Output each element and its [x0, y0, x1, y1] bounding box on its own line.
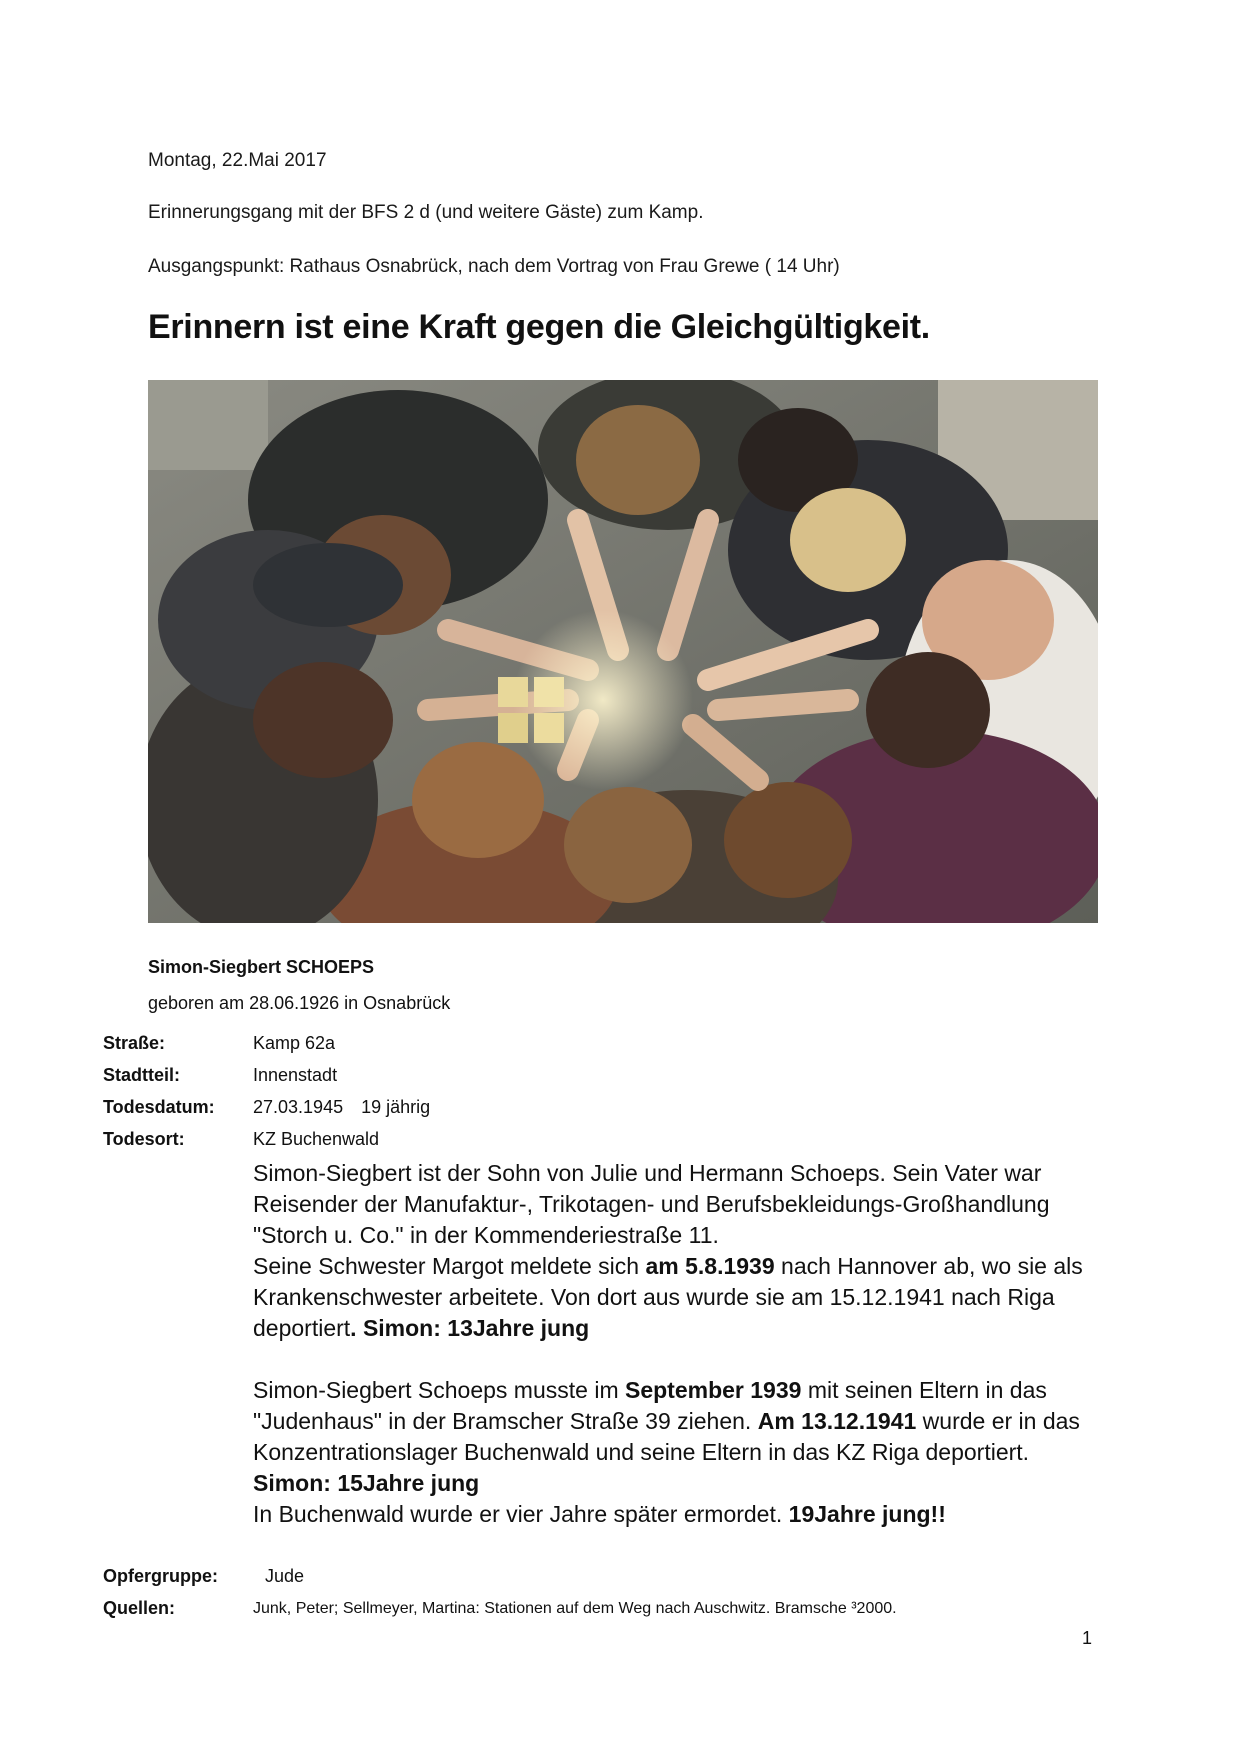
death-date-value: 27.03.1945: [253, 1097, 344, 1117]
page-headline: Erinnern ist eine Kraft gegen die Gleichgültigkeit.: [148, 308, 930, 346]
sources-value: Junk, Peter; Sellmeyer, Martina: Stationen auf dem Weg nach Auschwitz. Bramsche ³2000.: [253, 1600, 897, 1617]
death-place-label: Todesort:: [103, 1129, 185, 1149]
stolperstein: [498, 677, 528, 707]
victim-group-value: Jude: [265, 1566, 305, 1586]
birth-info: geboren am 28.06.1926 in Osnabrück: [148, 993, 451, 1013]
biography: [253, 1158, 1103, 1530]
street-label: Straße:: [103, 1033, 166, 1053]
victim-group-label: Opfergruppe:: [103, 1566, 218, 1586]
bio-emphasis: am 5.8.1939: [645, 1253, 775, 1279]
district-value: Innenstadt: [253, 1065, 338, 1085]
bio-paragraph-2: [253, 1375, 1103, 1530]
photo-illustration: [148, 380, 1098, 923]
bio-emphasis: September 1939: [625, 1377, 802, 1403]
stolperstein: [534, 677, 564, 707]
sources-label: Quellen:: [103, 1598, 176, 1618]
bio-text: mit seinen Eltern in das "Judenhaus" in der Bramscher Straße 39 ziehen.: [253, 1377, 1047, 1434]
bio-paragraph-1: [253, 1158, 1103, 1344]
bio-text: nach Hannover ab, wo sie als Krankenschwester arbeitete. Von dort aus wurde sie am 15.12.1941 nach Riga deportiert: [253, 1253, 1083, 1341]
stolperstein: [498, 713, 528, 743]
date-line: Montag, 22.Mai 2017: [148, 150, 327, 171]
bio-emphasis: Am 13.12.1941: [757, 1408, 917, 1434]
death-place-value: KZ Buchenwald: [253, 1129, 380, 1149]
bio-text: wurde er in das Konzentrationslager Buchenwald und seine Eltern in das KZ Riga deportiert.: [253, 1408, 1080, 1465]
death-date-label: Todesdatum:: [103, 1097, 215, 1117]
bio-emphasis: Simon: 15Jahre jung: [253, 1470, 480, 1496]
district-label: Stadtteil:: [103, 1065, 181, 1085]
bio-text: Simon-Siegbert Schoeps musste im: [253, 1377, 625, 1403]
death-age: 19 jährig: [361, 1097, 431, 1117]
bio-emphasis: 19Jahre jung!!: [788, 1501, 946, 1527]
person-name: Simon-Siegbert SCHOEPS: [148, 957, 375, 977]
death-date-value-wrap: [253, 1097, 430, 1118]
bio-text: In Buchenwald wurde er vier Jahre später ermordet.: [253, 1501, 789, 1527]
street-value: Kamp 62a: [253, 1033, 336, 1053]
bio-text: Simon-Siegbert ist der Sohn von Julie und Hermann Schoeps. Sein Vater war Reisender der Manufaktur-, Trikotagen- und Berufsbekleidungs-Großhandlung "Storch u. Co." in der Kommenderiestraße 11.: [253, 1160, 1050, 1248]
bio-text: Seine Schwester Margot meldete sich: [253, 1253, 646, 1279]
bio-emphasis: . Simon: 13Jahre jung: [350, 1315, 590, 1341]
paragraph-gap: [253, 1344, 1103, 1375]
page-number: 1: [1081, 1628, 1092, 1648]
start-point-line: Ausgangspunkt: Rathaus Osnabrück, nach dem Vortrag von Frau Grewe ( 14 Uhr): [148, 256, 840, 277]
group-photo-stolpersteine: [148, 380, 1098, 923]
event-line: Erinnerungsgang mit der BFS 2 d (und weitere Gäste) zum Kamp.: [148, 202, 704, 223]
stolperstein: [534, 713, 564, 743]
